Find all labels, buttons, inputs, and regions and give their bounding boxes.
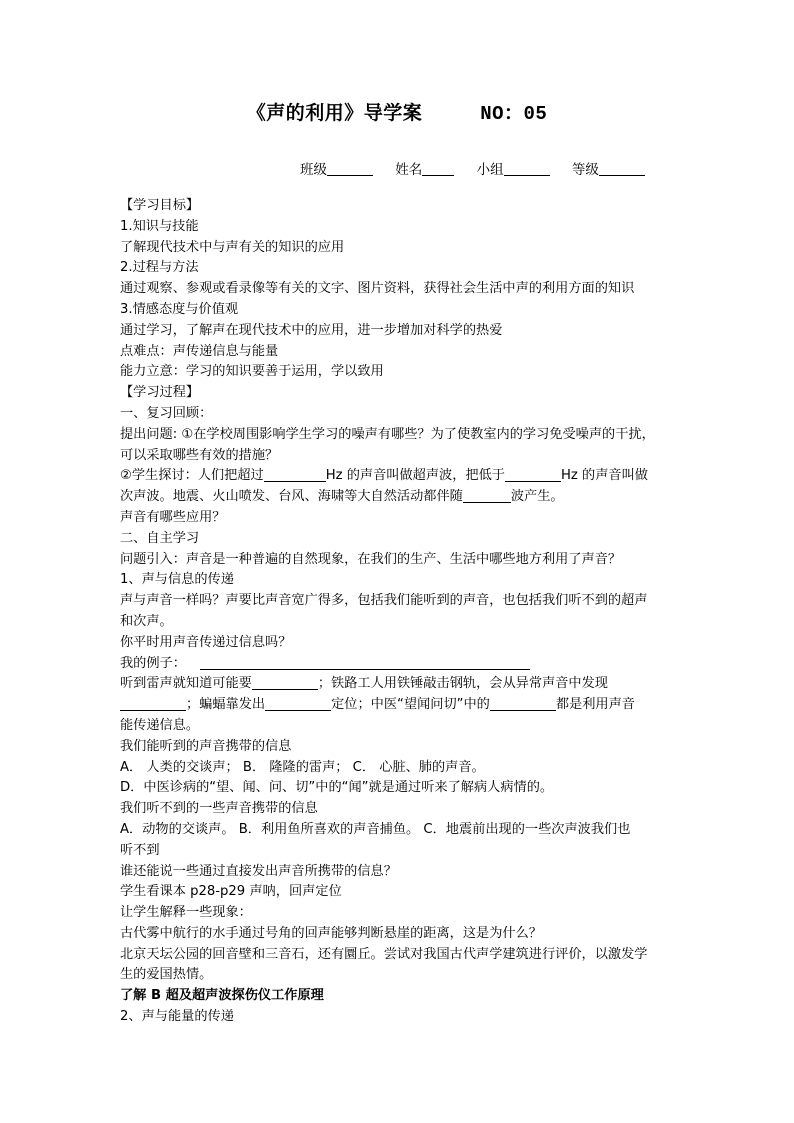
goals-header: 【学习目标】 <box>120 198 200 213</box>
nature-wave-blank[interactable] <box>463 488 511 503</box>
question-1-line-b: 可以采取哪些有效的措施？ <box>120 447 279 463</box>
worksheet-body <box>120 196 680 1028</box>
section-1-question: 你平时用声音传递过信息吗？ <box>120 634 292 650</box>
section-2-heading: 2、声与能量的传递 <box>120 1009 234 1025</box>
inaudible-heading: 我们听不到的一些声音携带的信息 <box>120 801 318 817</box>
goal-1-text: 了解现代技术中与声有关的知识的应用 <box>120 239 345 255</box>
example-line-3: 能传递信息。 <box>120 717 200 733</box>
group-label: 小组 <box>476 162 504 178</box>
audible-options: A． 人类的交谈声； B． 隆隆的雷声； C． 心脏、肺的声音。 <box>120 759 485 775</box>
explain-heading: 让学生解释一些现象： <box>120 905 252 921</box>
process-header: 【学习过程】 <box>120 385 200 401</box>
question-2-line-b: 次声波。地震、火山喷发、台风、海啸等大自然活动都伴随 波产生。 <box>120 489 564 505</box>
example-line-1: 听到雷声就知道可能要 ；铁路工人用铁锤敲击钢轨，会从异常声音中发现 <box>120 676 608 692</box>
goal-1-heading: 1.知识与技能 <box>120 218 199 234</box>
page-title <box>0 98 794 125</box>
rail-blank[interactable] <box>120 696 186 711</box>
textbook-note: 学生看课本 p28-p29 声呐，回声定位 <box>120 884 342 900</box>
inaudible-options-a: A．动物的交谈声。 B．利用鱼所喜欢的声音捕鱼。 C．地震前出现的一些次声波我们也 <box>120 821 631 837</box>
audible-option-d: D．中医诊病的“望、闻、问、切”中的“闻”就是通过听来了解病人病情的。 <box>120 780 554 796</box>
example-line-2: ；蝙蝠靠发出 定位；中医“望闻问切”中的 都是利用声音 <box>120 695 680 716</box>
direct-question: 谁还能说一些通过直接发出声音所携带的信息？ <box>120 863 397 879</box>
class-label: 班级 <box>300 162 327 178</box>
student-info-line <box>300 158 645 178</box>
example-blank[interactable] <box>200 655 530 670</box>
intro-question: 问题引入：声音是一种普遍的自然现象，在我们的生产、生活中哪些地方利用了声音？ <box>120 551 622 567</box>
title-number: NO：05 <box>480 103 548 125</box>
goal-3-heading: 3.情感态度与价值观 <box>120 301 239 317</box>
section-1-text-b: 和次声。 <box>120 613 173 629</box>
bat-blank[interactable] <box>265 696 331 711</box>
ultrasound-blank[interactable] <box>264 467 326 482</box>
question-1-line-a: 提出问题: ①在学校周围影响学生学习的噪声有哪些？为了使教室内的学习免受噪声的干扰， <box>120 426 655 442</box>
key-points: 点难点：声传递信息与能量 <box>120 343 279 359</box>
beijing-text-b: 生的爱国热情。 <box>120 967 213 983</box>
section-1-text-a: 声与声音一样吗？声要比声音宽广得多，包括我们能听到的声音，也包括我们听不到的超声 <box>120 593 648 609</box>
goal-2-text: 通过观察、参观或看录像等有关的文字、图片资料，获得社会生活中声的利用方面的知识 <box>120 281 635 297</box>
audible-heading: 我们能听到的声音携带的信息 <box>120 738 292 754</box>
self-study-heading: 二、自主学习 <box>120 530 200 546</box>
medicine-blank[interactable] <box>490 696 556 711</box>
question-2-line-a: ②学生探讨：人们把超过 Hz 的声音叫做超声波，把低于 Hz 的声音叫做 <box>120 468 648 484</box>
question-3: 声音有哪些应用？ <box>120 509 226 525</box>
goal-2-heading: 2.过程与方法 <box>120 260 199 276</box>
ability-goal: 能力立意：学习的知识要善于运用，学以致用 <box>120 364 384 380</box>
inaudible-options-b: 听不到 <box>120 842 160 858</box>
review-heading: 一、复习回顾： <box>120 405 213 421</box>
name-blank[interactable] <box>422 161 454 176</box>
goal-3-text: 通过学习，了解声在现代技术中的应用，进一步增加对科学的热爱 <box>120 322 503 338</box>
grade-label: 等级 <box>571 162 599 178</box>
title-main: 《声的利用》导学案 <box>246 102 423 124</box>
name-label: 姓名 <box>395 162 423 178</box>
ancient-question: 古代雾中航行的水手通过号角的回声能够判断悬崖的距离，这是为什么？ <box>120 925 542 941</box>
infrasound-blank[interactable] <box>505 467 561 482</box>
b-ultrasound-heading: 了解 B 超及超声波探伤仪工作原理 <box>120 988 324 1004</box>
thunder-blank[interactable] <box>252 675 318 690</box>
section-1-heading: 1、声与信息的传递 <box>120 572 234 588</box>
beijing-text-a: 北京天坛公园的回音壁和三音石，还有圜丘。尝试对我国古代声学建筑进行评价，以激发学 <box>120 946 648 962</box>
grade-blank[interactable] <box>599 161 645 176</box>
group-blank[interactable] <box>504 161 550 176</box>
example-line: 我的例子： <box>120 654 680 675</box>
class-blank[interactable] <box>327 161 373 176</box>
